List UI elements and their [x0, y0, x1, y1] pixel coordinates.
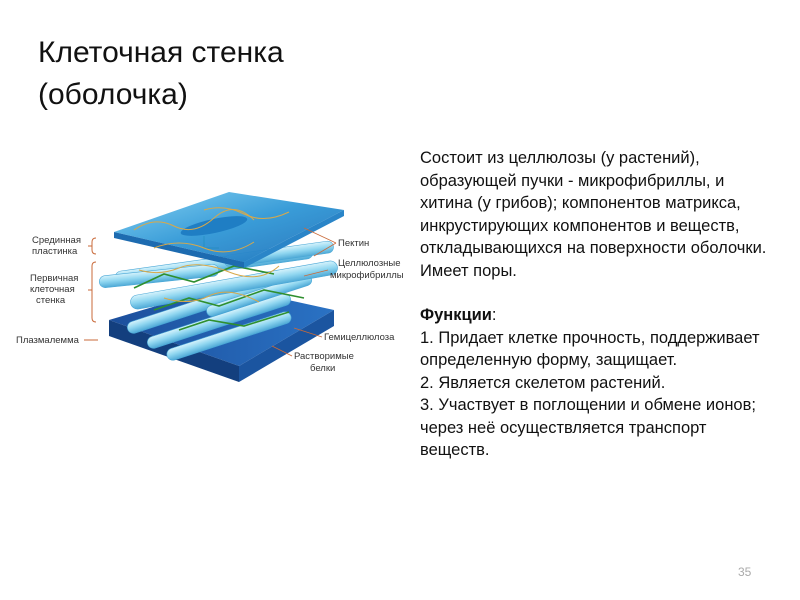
function-item-1-number: 1.	[420, 328, 434, 347]
function-item-1-text: Придает клетке прочность, поддерживает определенную форму, защищает.	[420, 328, 760, 369]
label-primary-wall-3: стенка	[36, 295, 66, 306]
functions-heading	[420, 304, 780, 327]
slide-title-line-2: (оболочка)	[38, 78, 188, 111]
function-item-2-number: 2.	[420, 373, 434, 392]
description-text: Состоит из целлюлозы (у растений), образующей пучки - микрофибриллы, и хитина (у грибов); компонентов матрикса, инкрустирующих компонентов и веществ, откладывающихся на поверхности оболочки. Имеет поры.	[420, 149, 767, 280]
slide-title	[38, 32, 284, 116]
function-item-3	[420, 394, 780, 462]
functions-heading-text: Функции	[420, 306, 492, 324]
functions-heading-colon: :	[491, 306, 497, 324]
slide-title-line-1: Клеточная стенка	[38, 36, 284, 69]
label-plasmalemma: Плазмалемма	[16, 335, 79, 346]
label-hemicellulose: Гемицеллюлоза	[324, 332, 395, 343]
function-item-2	[420, 372, 780, 395]
label-cellulose-1: Целлюлозные	[338, 258, 401, 269]
label-pectin: Пектин	[338, 238, 370, 249]
label-middle-lamella-1: Срединная	[32, 235, 81, 246]
description-panel	[420, 147, 780, 462]
label-middle-lamella-2: пластинка	[32, 246, 78, 257]
page-number: 35	[738, 565, 752, 579]
function-item-3-text: Участвует в поглощении и обмене ионов; через неё осуществляется транспорт веществ.	[420, 396, 756, 459]
function-item-1	[420, 327, 780, 372]
cell-wall-diagram	[4, 170, 420, 400]
left-brackets	[84, 238, 98, 340]
label-cellulose-2: микрофибриллы	[330, 270, 404, 281]
label-primary-wall-1: Первичная	[30, 273, 79, 284]
left-labels	[16, 235, 81, 346]
label-soluble-2: белки	[310, 363, 336, 374]
function-item-2-text: Является скелетом растений.	[438, 373, 666, 392]
function-item-3-number: 3.	[420, 396, 434, 414]
label-soluble-1: Растворимые	[294, 351, 354, 362]
label-primary-wall-2: клеточная	[30, 284, 75, 295]
